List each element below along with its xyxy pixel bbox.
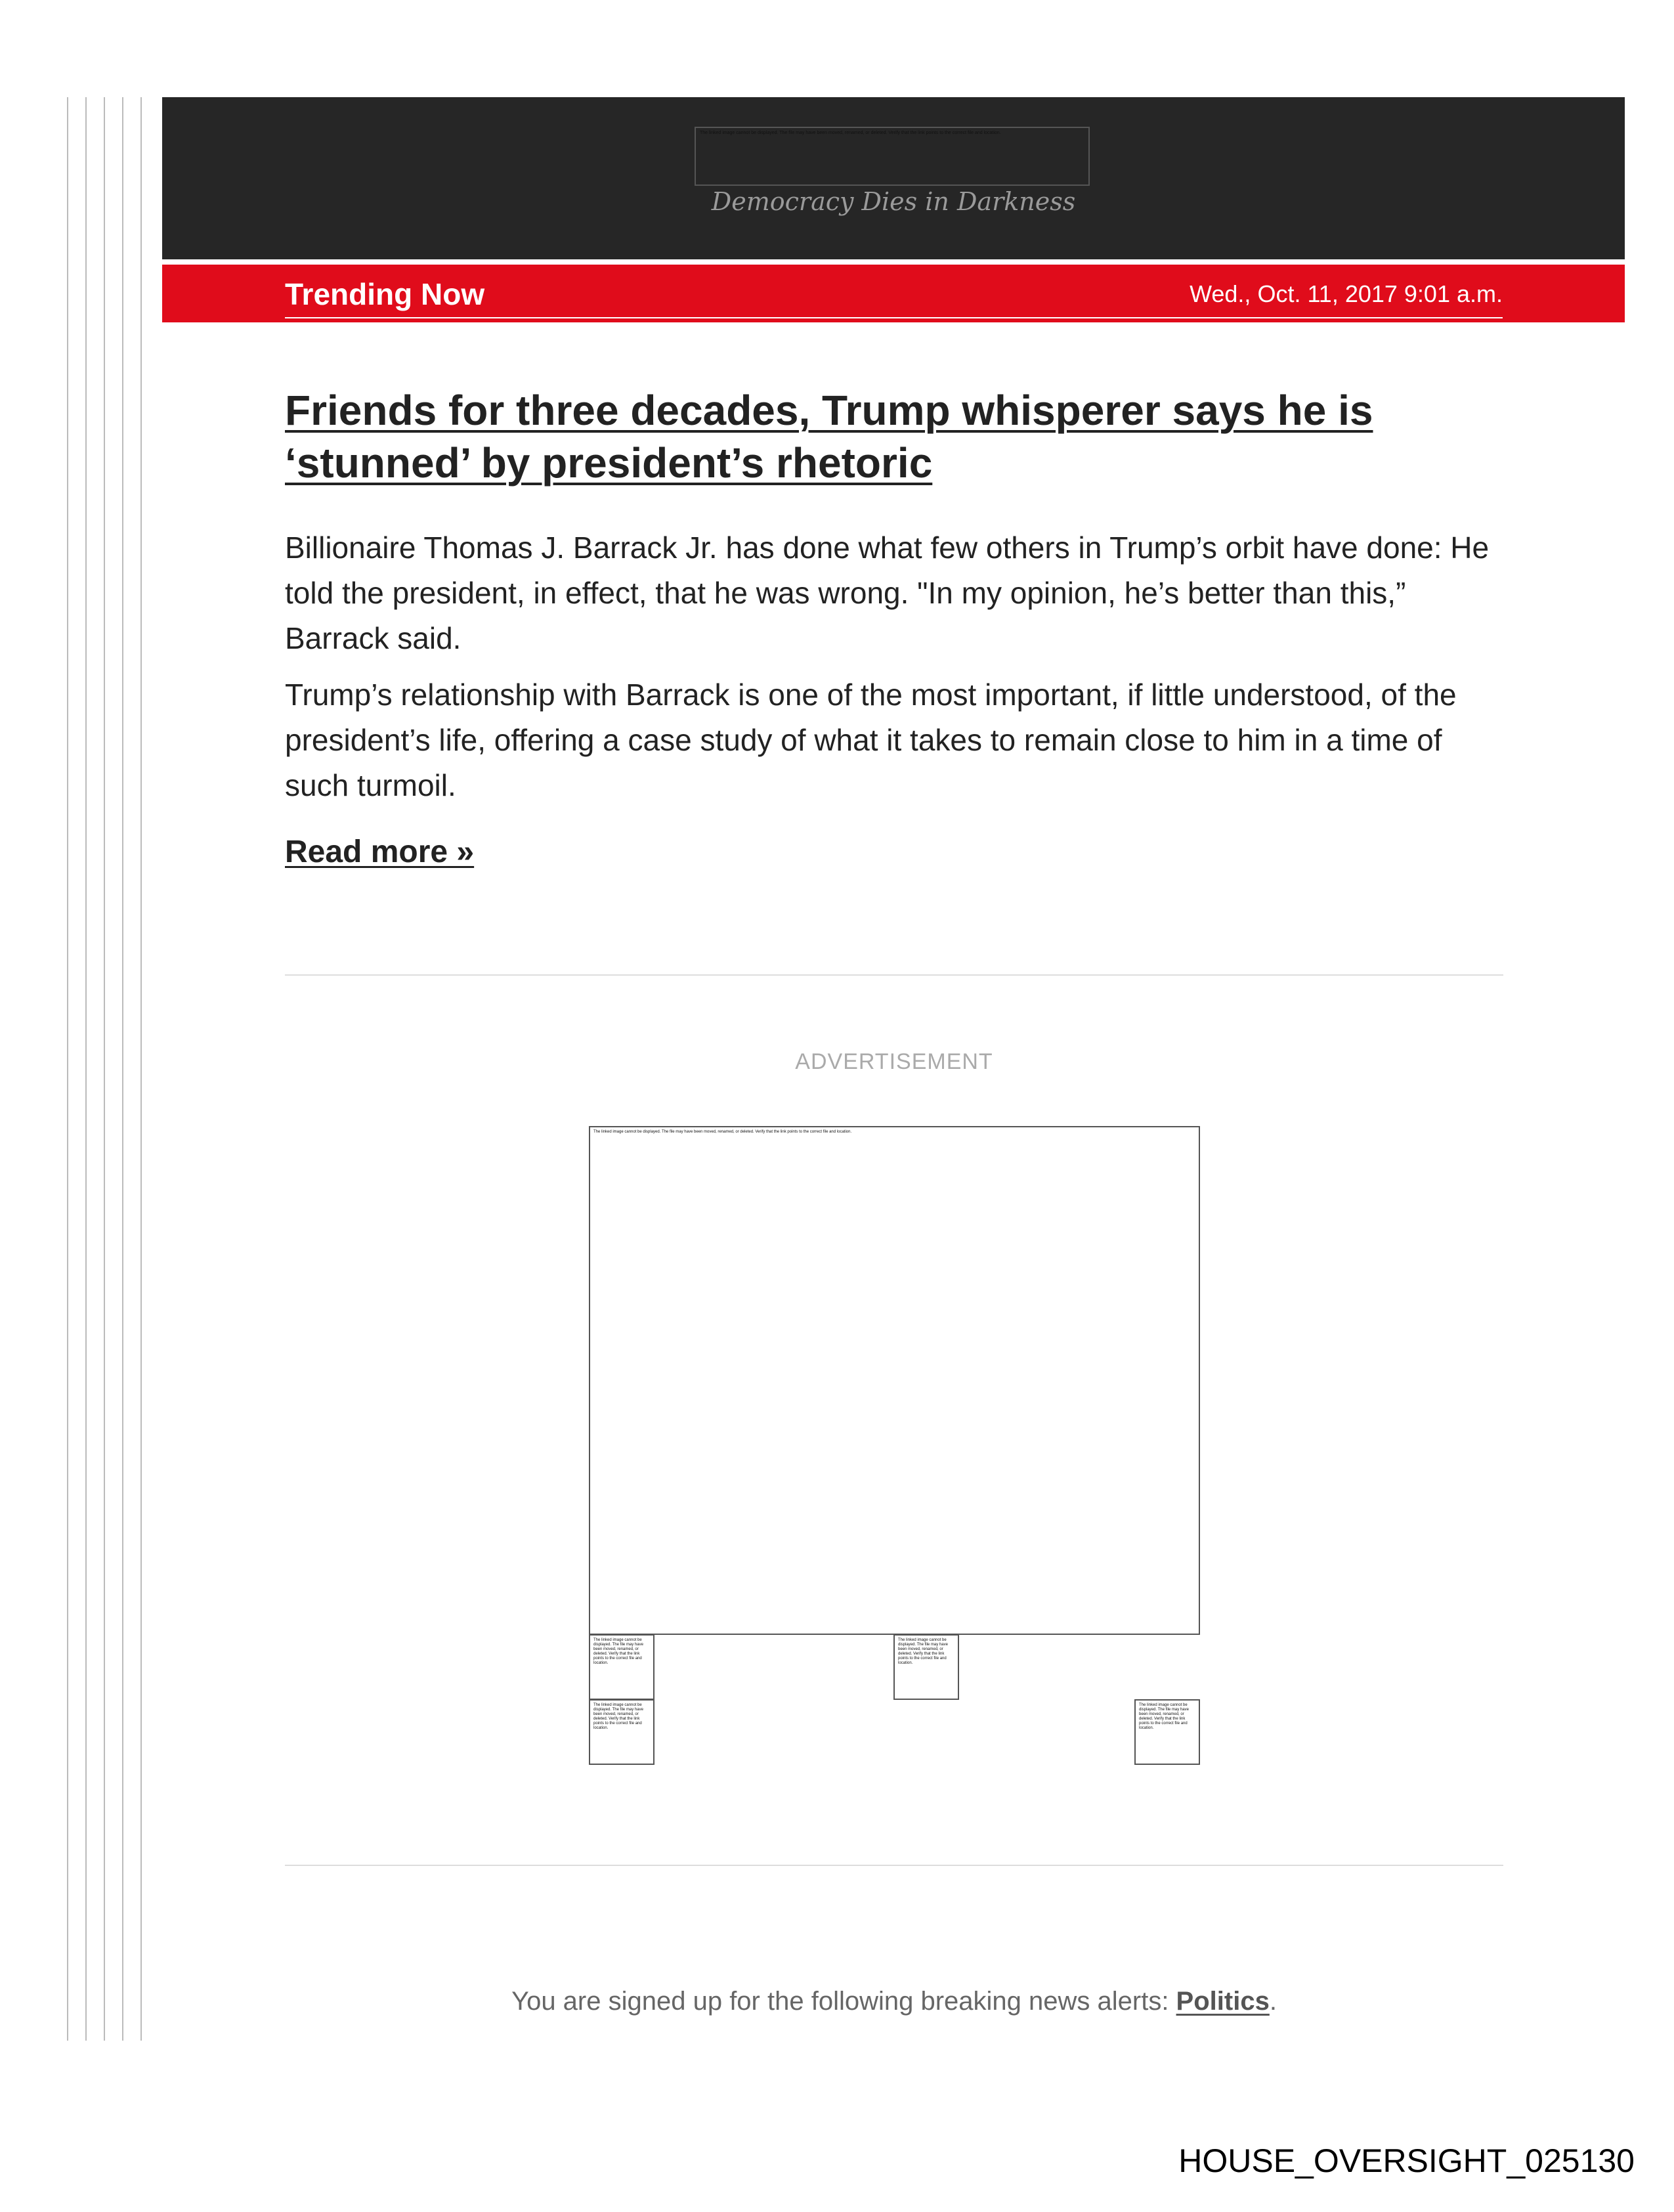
ad-broken-image-small[interactable]	[589, 1699, 655, 1765]
alerts-period: .	[1269, 1987, 1277, 2016]
trending-date: Wed., Oct. 11, 2017 9:01 a.m.	[1190, 280, 1503, 307]
advertisement-label: ADVERTISEMENT	[795, 1049, 993, 1074]
divider	[285, 1865, 1503, 1866]
tagline: Democracy Dies in Darkness	[711, 187, 1076, 216]
bates-stamp: HOUSE_OVERSIGHT_025130	[1178, 2142, 1635, 2179]
broken-image-text: The linked image cannot be displayed. The file may have been moved, renamed, or deleted. Verify that the link points to the correct file and location.	[700, 131, 1001, 135]
broken-image-text: The linked image cannot be displayed. The file may have been moved, renamed, or deleted. Verify that the link points to the correct file and location.	[593, 1130, 852, 1134]
email-header	[162, 97, 1625, 259]
divider	[285, 317, 1503, 318]
broken-logo-image	[695, 127, 1090, 186]
ad-broken-image-small[interactable]	[893, 1634, 959, 1700]
trending-bar	[162, 265, 1625, 322]
alerts-notice	[0, 1987, 1674, 2016]
read-more-link[interactable]: Read more »	[285, 835, 475, 869]
divider	[285, 974, 1503, 976]
broken-image-text: The linked image cannot be displayed. The file may have been moved, renamed, or deleted. Verify that the link points to the correct file and location.	[593, 1638, 643, 1665]
broken-image-text: The linked image cannot be displayed. The file may have been moved, renamed, or deleted. Verify that the link points to the correct file and location.	[593, 1703, 643, 1730]
trending-label: Trending Now	[285, 277, 485, 311]
article-headline-link[interactable]: Friends for three decades, Trump whisperer says he is ‘stunned’ by president’s rhetoric	[285, 387, 1373, 487]
ad-broken-image-small[interactable]	[1134, 1699, 1200, 1765]
broken-image-text: The linked image cannot be displayed. The file may have been moved, renamed, or deleted. Verify that the link points to the correct file and location.	[1139, 1703, 1189, 1730]
alerts-text: You are signed up for the following breaking news alerts:	[511, 1987, 1176, 2016]
politics-alert-link[interactable]: Politics	[1176, 1987, 1270, 2016]
ad-broken-image[interactable]	[589, 1126, 1200, 1635]
broken-image-text: The linked image cannot be displayed. The file may have been moved, renamed, or deleted. Verify that the link points to the correct file and location.	[898, 1638, 948, 1665]
article-paragraph: Billionaire Thomas J. Barrack Jr. has done what few others in Trump’s orbit have done: He told the president, in effect, that he was wrong. "In my opinion, he’s better than this,” Barrack said.	[285, 531, 1490, 655]
article-paragraph: Trump’s relationship with Barrack is one of the most important, if little understood, of the president’s life, offering a case study of what it takes to remain close to him in a time of such turmoil.	[285, 678, 1457, 802]
ad-broken-image-small[interactable]	[589, 1634, 655, 1700]
